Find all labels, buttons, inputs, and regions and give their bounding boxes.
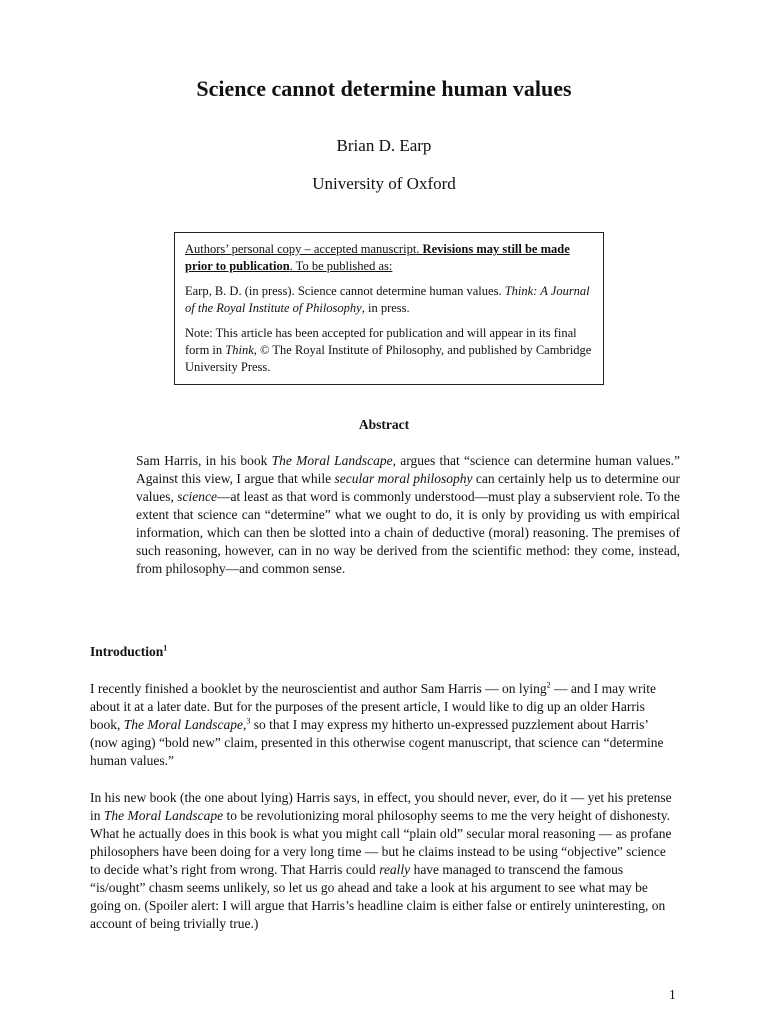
- introduction-heading: [90, 644, 167, 660]
- abstract-text: [136, 452, 680, 578]
- intro-paragraph-2: [90, 789, 678, 933]
- intro-paragraph-1: [90, 680, 678, 770]
- text: In his new book (the one about lying) Harris says, in effect, you should never, ever, do it — yet his pretense in: [90, 790, 672, 823]
- text: to be revolutionizing moral philosophy seems to me the very height of dishonesty. What he actually does in this book is what you might call “plain old” secular moral reasoning — as profane philosophers have been doing for a very long time — but he claims instead to be using “objective” science to decide what’s right from wrong. That Harris could: [90, 808, 672, 877]
- book-title: The Moral Landscape: [123, 717, 243, 732]
- publication-notice-box: [174, 232, 604, 385]
- abstract-emphasis: secular moral philosophy: [334, 471, 473, 486]
- page-number: 1: [669, 987, 676, 1002]
- notice-line: [185, 241, 593, 275]
- footnote-ref: 1: [163, 643, 168, 653]
- author-name: Brian D. Earp: [336, 136, 432, 155]
- footnote-ref: 2: [546, 680, 551, 690]
- text: have managed to transcend the famous “is/ought” chasm seems unlikely, so let us go ahead and take a look at his argument to see what may be going on. (Spoiler alert: I will argue that Harris’s headline claim is either false or entirely uninteresting, on account of being trivially true.): [90, 862, 666, 931]
- text: ,: [243, 717, 247, 732]
- notice-tail: . To be published as:: [289, 259, 393, 273]
- heading-text: Introduction: [90, 644, 164, 659]
- emphasis: really: [379, 862, 411, 877]
- text: so that I may express my hitherto un-expressed puzzlement about Harris’ (now aging) “bold new” claim, presented in this otherwise cogent manuscript, that science can “determine human values.”: [90, 717, 664, 768]
- citation-journal: Think: A Journal of the Royal Institute of Philosophy: [185, 284, 590, 315]
- abstract-part: —at least as that word is commonly understood—must play a subservient role. To the extent that science can “determine” what we ought to do, it is only by providing us with empirical information, which can then be slotted into a chain of deductive (moral) reasoning. The premises of such reasoning, however, can in no way be derived from the scientific method: they come, instead, from philosophy—and common sense.: [136, 489, 680, 576]
- notice-bold: Revisions may still be made prior to publication: [185, 242, 570, 273]
- footnote-ref: 3: [246, 716, 251, 726]
- note-text: Note: This article has been accepted for publication and will appear in its final form in: [185, 326, 577, 357]
- text: I recently finished a booklet by the neuroscientist and author Sam Harris — on lying: [90, 681, 547, 696]
- notice-citation: [185, 283, 593, 317]
- abstract-part: Sam Harris, in his book: [136, 453, 272, 468]
- abstract-book-title: The Moral Landscape: [271, 453, 393, 468]
- abstract-heading: Abstract: [358, 417, 410, 432]
- affiliation: University of Oxford: [312, 174, 456, 193]
- notice-note: [185, 325, 593, 376]
- text: — and I may write about it at a later date. But for the purposes of the present article, I would like to dig up an older Harris book,: [90, 681, 656, 732]
- book-title: The Moral Landscape: [103, 808, 224, 823]
- citation-text: Earp, B. D. (in press). Science cannot determine human values.: [185, 284, 505, 298]
- paper-title: Science cannot determine human values: [196, 76, 572, 101]
- abstract-part: can certainly help us to determine our values,: [136, 471, 680, 504]
- citation-tail: , in press.: [361, 301, 410, 315]
- abstract-part: , argues that “science can determine human values.” Against this view, I argue that while: [136, 453, 680, 486]
- notice-plain: Authors’ personal copy – accepted manuscript.: [185, 242, 423, 256]
- note-journal: Think: [225, 343, 254, 357]
- abstract-emphasis: science: [177, 489, 217, 504]
- note-tail: , © The Royal Institute of Philosophy, and published by Cambridge University Press.: [185, 343, 592, 374]
